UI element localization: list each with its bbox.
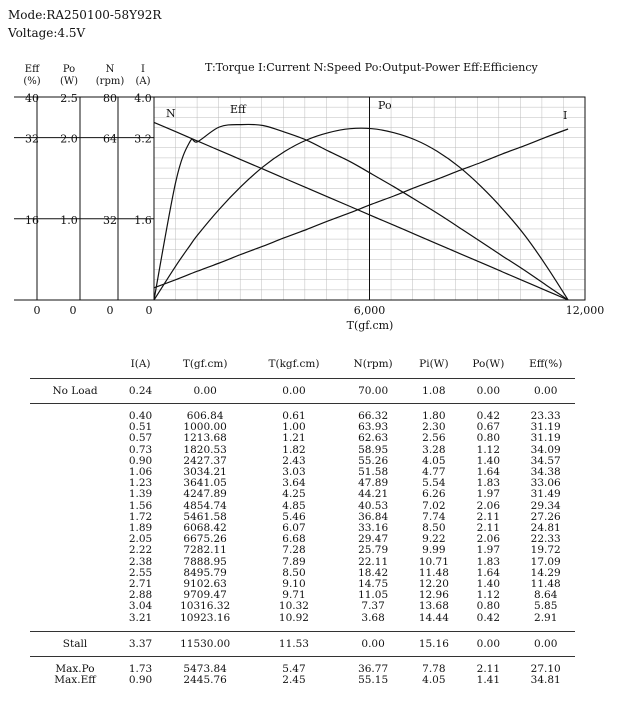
row-label bbox=[30, 445, 120, 456]
table-cell: 3.21 bbox=[128, 611, 153, 624]
table-cell: 15.16 bbox=[418, 637, 449, 650]
table-cell: 2.88 bbox=[128, 589, 153, 602]
row-label bbox=[30, 534, 120, 545]
gap-cell bbox=[30, 624, 575, 632]
row-label bbox=[30, 433, 120, 444]
column-header: I(A) bbox=[130, 358, 151, 370]
row-label bbox=[30, 489, 120, 500]
chart-curves bbox=[154, 122, 568, 300]
table-cell: 3.37 bbox=[128, 637, 153, 650]
table-cell: 5.85 bbox=[534, 600, 558, 613]
table-cell: 2.45 bbox=[282, 674, 306, 687]
table-cell: 6.07 bbox=[282, 522, 306, 535]
table-cell: 1.00 bbox=[282, 421, 306, 434]
table-cell: 0.00 bbox=[476, 637, 501, 650]
table-cell: 606.84 bbox=[186, 410, 224, 422]
table-cell: 7.02 bbox=[422, 499, 446, 512]
table-cell: 7.89 bbox=[282, 555, 306, 568]
table-cell: 8.50 bbox=[282, 566, 306, 579]
axis-unit-eff: (%) bbox=[23, 76, 41, 87]
table-cell: 62.63 bbox=[358, 432, 389, 445]
table-cell: 0.90 bbox=[128, 454, 153, 467]
table-cell: 2.06 bbox=[476, 499, 501, 512]
table-cell: 58.95 bbox=[358, 443, 389, 456]
table-cell: 2.30 bbox=[422, 421, 446, 434]
table-cell: 12.96 bbox=[418, 589, 449, 602]
table-cell: 0.42 bbox=[476, 410, 501, 422]
table-row bbox=[30, 545, 575, 556]
table-cell: 22.33 bbox=[530, 533, 561, 546]
table-cell: 55.15 bbox=[358, 674, 389, 687]
table-cell: 7.28 bbox=[282, 544, 306, 557]
table-cell: 4.77 bbox=[422, 466, 446, 479]
axis-unit-n: (rpm) bbox=[95, 76, 125, 87]
table-cell: 0.42 bbox=[476, 611, 501, 624]
table-cell: 1.21 bbox=[282, 432, 306, 445]
table-cell: 10316.32 bbox=[180, 600, 231, 613]
table-cell: 9102.63 bbox=[183, 578, 227, 591]
table-cell: 0.00 bbox=[193, 385, 217, 397]
table-cell: 1.80 bbox=[422, 410, 446, 422]
axis-tick-eff: 32 bbox=[25, 132, 39, 146]
table-cell: 4247.89 bbox=[183, 488, 227, 501]
table-cell: 9.22 bbox=[422, 533, 446, 546]
table-cell: 1.40 bbox=[476, 454, 501, 467]
table-cell: 1.72 bbox=[128, 510, 153, 523]
column-header: T(kgf.cm) bbox=[268, 358, 320, 370]
table-cell: 8.50 bbox=[422, 522, 446, 535]
series-label-n: N bbox=[166, 107, 176, 120]
table-cell: 0.73 bbox=[128, 443, 153, 456]
table-cell: 9709.47 bbox=[183, 589, 227, 602]
chart-legend: T:Torque I:Current N:Speed Po:Output-Power Eff:Efficiency bbox=[205, 61, 538, 74]
table-row bbox=[30, 489, 575, 500]
table-cell: 1.56 bbox=[128, 499, 153, 512]
series-label-po: Po bbox=[378, 99, 392, 112]
table-cell: 1.64 bbox=[476, 466, 501, 479]
axis-tick-eff: 16 bbox=[25, 213, 39, 227]
table-cell: 1.73 bbox=[128, 662, 153, 675]
table-cell: 1.89 bbox=[128, 522, 153, 535]
table-cell: 5473.84 bbox=[183, 662, 227, 675]
series-label-i: I bbox=[563, 109, 568, 122]
table-cell: 1.83 bbox=[476, 477, 501, 490]
row-label: No Load bbox=[52, 385, 98, 397]
table-cell: 3.64 bbox=[282, 477, 306, 490]
table-cell: 51.58 bbox=[358, 466, 389, 479]
table-cell: 34.57 bbox=[530, 454, 561, 467]
table-cell: 11.53 bbox=[278, 637, 309, 650]
row-label bbox=[30, 422, 120, 433]
table-cell: 5.54 bbox=[422, 477, 446, 490]
table-cell: 29.34 bbox=[530, 499, 561, 512]
row-label bbox=[30, 523, 120, 534]
table-cell: 4.05 bbox=[422, 674, 446, 687]
axis-tick-eff: 0 bbox=[33, 304, 41, 317]
column-header-label bbox=[30, 350, 120, 379]
table-cell: 31.19 bbox=[530, 421, 561, 434]
axis-name-eff: Eff bbox=[24, 64, 40, 75]
table-cell: 7888.95 bbox=[183, 555, 227, 568]
axis-name-i: I bbox=[141, 64, 145, 75]
table-cell: 6068.42 bbox=[183, 522, 227, 535]
table-cell: 1.40 bbox=[476, 578, 501, 591]
table-cell: 2427.37 bbox=[183, 454, 227, 467]
column-header: Po(W) bbox=[472, 358, 505, 370]
table-row-max-eff bbox=[30, 675, 575, 686]
table-cell: 10.71 bbox=[418, 555, 449, 568]
axis-tick-i: 0 bbox=[145, 304, 153, 317]
table-cell: 7.37 bbox=[361, 600, 385, 613]
motor-performance-chart bbox=[0, 55, 619, 345]
table-cell: 14.29 bbox=[530, 566, 561, 579]
table-cell: 8495.79 bbox=[183, 566, 227, 579]
column-header: Eff(%) bbox=[529, 358, 563, 370]
table-cell: 3641.05 bbox=[183, 477, 227, 490]
table-cell: 31.49 bbox=[530, 488, 561, 501]
table-row-no-load bbox=[30, 379, 575, 404]
row-label: Stall bbox=[62, 637, 88, 650]
table-cell: 9.10 bbox=[282, 578, 306, 591]
table-cell: 6675.26 bbox=[183, 533, 227, 546]
row-label bbox=[30, 456, 120, 467]
table-cell: 4.05 bbox=[422, 454, 446, 467]
table-cell: 0.51 bbox=[128, 421, 153, 434]
table-cell: 34.09 bbox=[530, 443, 561, 456]
column-header: Pi(W) bbox=[419, 358, 449, 370]
row-label bbox=[30, 590, 120, 601]
table-cell: 1.41 bbox=[476, 674, 501, 687]
table-cell: 27.10 bbox=[530, 662, 561, 675]
table-cell: 2.11 bbox=[476, 662, 501, 675]
table-cell: 11530.00 bbox=[180, 637, 231, 650]
table-cell: 0.80 bbox=[476, 600, 501, 613]
table-cell: 33.16 bbox=[358, 522, 389, 535]
table-cell: 2.06 bbox=[476, 533, 501, 546]
table-cell: 6.26 bbox=[422, 488, 446, 501]
table-cell: 4.25 bbox=[282, 488, 306, 501]
table-cell: 23.33 bbox=[530, 410, 561, 422]
table-cell: 22.11 bbox=[358, 555, 389, 568]
table-cell: 4854.74 bbox=[183, 499, 227, 512]
table-cell: 2.71 bbox=[128, 578, 153, 591]
axis-unit-i: (A) bbox=[135, 76, 151, 87]
table-cell: 11.48 bbox=[530, 578, 561, 591]
axis-tick-n: 64 bbox=[103, 132, 117, 146]
axis-tick-n: 32 bbox=[103, 213, 117, 227]
x-axis-label: T(gf.cm) bbox=[346, 319, 394, 332]
table-cell: 3034.21 bbox=[183, 466, 227, 479]
axis-name-po: Po bbox=[62, 64, 76, 75]
table-cell: 2445.76 bbox=[183, 674, 227, 687]
row-label bbox=[30, 501, 120, 512]
table-cell: 11.48 bbox=[418, 566, 449, 579]
axis-tick-po: 1.0 bbox=[60, 213, 78, 227]
row-label bbox=[30, 467, 120, 478]
table-cell: 1.83 bbox=[476, 555, 501, 568]
table-cell: 19.72 bbox=[530, 544, 561, 557]
table-cell: 7282.11 bbox=[183, 544, 227, 557]
axis-tick-po: 2.5 bbox=[60, 92, 78, 105]
table-cell: 10.32 bbox=[278, 600, 309, 613]
table-cell: 2.11 bbox=[476, 522, 501, 535]
table-cell: 34.81 bbox=[530, 674, 561, 687]
table-cell: 0.61 bbox=[282, 410, 306, 422]
axis-tick-n: 0 bbox=[106, 304, 114, 317]
table-cell: 63.93 bbox=[358, 421, 389, 434]
table-cell: 2.38 bbox=[128, 555, 153, 568]
table-cell: 2.22 bbox=[128, 544, 153, 557]
table-cell: 2.91 bbox=[534, 611, 558, 624]
table-cell: 34.38 bbox=[530, 466, 561, 479]
table-cell: 1820.53 bbox=[183, 443, 227, 456]
table-cell: 2.11 bbox=[476, 510, 501, 523]
table-body bbox=[30, 379, 575, 687]
table-cell: 5.47 bbox=[282, 662, 306, 675]
performance-table bbox=[30, 350, 575, 686]
table-cell: 0.00 bbox=[534, 385, 558, 397]
table-cell: 24.81 bbox=[530, 522, 561, 535]
axis-tick-eff: 40 bbox=[25, 92, 39, 105]
table-cell: 3.04 bbox=[128, 600, 153, 613]
axis-tick-n: 80 bbox=[103, 92, 117, 105]
table-cell: 1.64 bbox=[476, 566, 501, 579]
table-cell: 0.90 bbox=[128, 674, 153, 687]
table-cell: 27.26 bbox=[530, 510, 561, 523]
table-cell: 2.43 bbox=[282, 454, 306, 467]
table-row bbox=[30, 613, 575, 624]
row-label bbox=[30, 568, 120, 579]
row-label: Max.Eff bbox=[54, 674, 96, 687]
table-cell: 0.00 bbox=[361, 637, 385, 650]
table-cell: 7.78 bbox=[422, 662, 446, 675]
table-cell: 17.09 bbox=[530, 555, 561, 568]
table-cell: 0.80 bbox=[476, 432, 501, 445]
model-label: Mode:RA250100-58Y92R bbox=[8, 8, 162, 22]
table-cell: 40.53 bbox=[358, 499, 389, 512]
axis-tick-i: 1.6 bbox=[134, 213, 152, 227]
voltage-label: Voltage:4.5V bbox=[8, 26, 86, 40]
table-cell: 8.64 bbox=[534, 589, 558, 602]
series-label-eff: Eff bbox=[230, 103, 246, 116]
table-cell: 3.03 bbox=[282, 466, 306, 479]
table-cell: 0.67 bbox=[476, 421, 501, 434]
table-cell: 0.00 bbox=[476, 385, 501, 397]
table-cell: 1.23 bbox=[128, 477, 153, 490]
table-cell: 5.46 bbox=[282, 510, 306, 523]
table-cell: 2.55 bbox=[128, 566, 153, 579]
table-cell: 10923.16 bbox=[180, 611, 231, 624]
axis-tick-po: 2.0 bbox=[60, 132, 78, 146]
table-cell: 25.79 bbox=[358, 544, 389, 557]
table-cell: 14.44 bbox=[418, 611, 449, 624]
table-cell: 33.06 bbox=[530, 477, 561, 490]
table-cell: 1.08 bbox=[422, 385, 446, 397]
axis-name-n: N bbox=[105, 64, 115, 75]
table-cell: 3.28 bbox=[422, 443, 446, 456]
table-cell: 0.00 bbox=[534, 637, 558, 650]
column-header: T(gf.cm) bbox=[182, 358, 228, 370]
table-cell: 1.12 bbox=[476, 589, 501, 602]
table-cell: 4.85 bbox=[282, 499, 306, 512]
row-label bbox=[30, 545, 120, 556]
table-cell: 29.47 bbox=[358, 533, 389, 546]
table-cell: 6.68 bbox=[282, 533, 306, 546]
table-cell: 2.05 bbox=[128, 533, 153, 546]
row-label bbox=[30, 613, 120, 624]
table-cell: 36.77 bbox=[358, 662, 389, 675]
table-cell: 3.68 bbox=[361, 611, 385, 624]
column-header: N(rpm) bbox=[353, 358, 393, 370]
table-cell: 11.05 bbox=[358, 589, 389, 602]
row-label bbox=[30, 411, 120, 422]
table-cell: 18.42 bbox=[358, 566, 389, 579]
series-line-n bbox=[154, 122, 568, 300]
table-gap bbox=[30, 624, 575, 632]
table-cell: 55.26 bbox=[358, 454, 389, 467]
table-cell: 47.89 bbox=[358, 477, 389, 490]
table-cell: 1.82 bbox=[282, 443, 306, 456]
x-tick-label: 6,000 bbox=[353, 304, 386, 317]
row-label: Max.Po bbox=[55, 662, 95, 675]
row-label bbox=[30, 512, 120, 523]
axis-tick-po: 0 bbox=[69, 304, 77, 317]
row-label bbox=[30, 557, 120, 568]
table-row bbox=[30, 433, 575, 444]
table-cell: 0.57 bbox=[128, 432, 153, 445]
table-cell: 14.75 bbox=[358, 578, 389, 591]
table-cell: 10.92 bbox=[278, 611, 309, 624]
table-cell: 1.06 bbox=[128, 466, 153, 479]
table-cell: 0.24 bbox=[128, 385, 153, 397]
table-cell: 9.71 bbox=[282, 589, 306, 602]
x-tick-label: 12,000 bbox=[565, 304, 605, 317]
row-label bbox=[30, 579, 120, 590]
table-cell: 12.20 bbox=[418, 578, 449, 591]
table-cell: 31.19 bbox=[530, 432, 561, 445]
table-cell: 0.40 bbox=[128, 410, 153, 422]
table-cell: 1.97 bbox=[476, 544, 501, 557]
table-cell: 9.99 bbox=[422, 544, 446, 557]
axis-tick-i: 4.0 bbox=[134, 92, 152, 105]
table-cell: 1.97 bbox=[476, 488, 501, 501]
axis-tick-i: 3.2 bbox=[134, 132, 152, 146]
table-cell: 66.32 bbox=[358, 410, 389, 422]
table-cell: 1000.00 bbox=[183, 421, 227, 434]
table-cell: 13.68 bbox=[418, 600, 449, 613]
table-cell: 1.12 bbox=[476, 443, 501, 456]
table-row-stall bbox=[30, 632, 575, 657]
table-cell: 44.21 bbox=[358, 488, 389, 501]
table-cell: 7.74 bbox=[422, 510, 446, 523]
table-cell: 1.39 bbox=[128, 488, 153, 501]
row-label bbox=[30, 601, 120, 612]
table-cell: 2.56 bbox=[422, 432, 446, 445]
table-cell: 36.84 bbox=[358, 510, 389, 523]
axis-unit-po: (W) bbox=[59, 76, 79, 87]
row-label bbox=[30, 478, 120, 489]
table-cell: 0.00 bbox=[282, 385, 306, 397]
table-row bbox=[30, 601, 575, 612]
table-cell: 1213.68 bbox=[183, 432, 227, 445]
table-cell: 70.00 bbox=[358, 385, 389, 397]
series-line-po bbox=[154, 128, 568, 300]
table-header-row bbox=[30, 350, 575, 379]
table-cell: 5461.58 bbox=[183, 510, 227, 523]
